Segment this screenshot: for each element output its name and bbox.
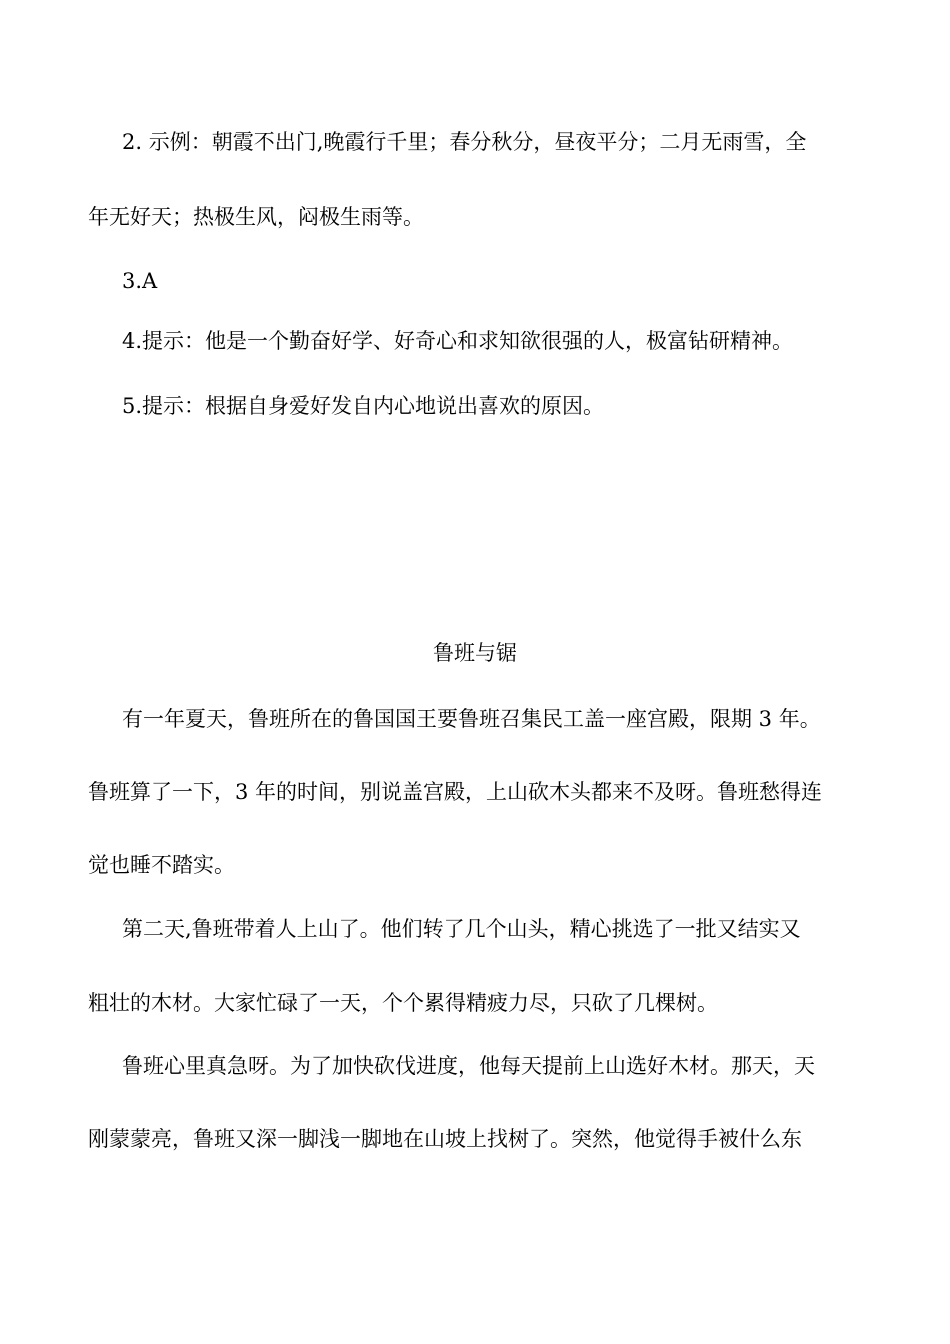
story-paragraph-2-line-2: 粗壮的木材。大家忙碌了一天，个个累得精疲力尽，只砍了几棵树。 [88,991,718,1015]
story-paragraph-1-line-3: 觉也睡不踏实。 [88,853,235,877]
story-paragraph-1-line-1: 有一年夏天，鲁班所在的鲁国国王要鲁班召集民工盖一座宫殿，限期 3 年。 [122,707,821,731]
story-paragraph-3-line-1: 鲁班心里真急呀。为了加快砍伐进度，他每天提前上山选好木材。那天，天 [122,1054,815,1078]
answer-5: 5.提示：根据自身爱好发自内心地说出喜欢的原因。 [122,394,605,418]
story-title: 鲁班与锯 [433,641,517,665]
answer-2-line-1: 2. 示例：朝霞不出门,晚霞行千里；春分秋分，昼夜平分；二月无雨雪，全 [122,130,807,154]
story-paragraph-1-line-2: 鲁班算了一下，3 年的时间，别说盖宫殿，上山砍木头都来不及呀。鲁班愁得连 [88,780,823,804]
story-paragraph-3-line-2: 刚蒙蒙亮，鲁班又深一脚浅一脚地在山坡上找树了。突然，他觉得手被什么东 [88,1127,802,1151]
answer-2-line-2: 年无好天；热极生风，闷极生雨等。 [88,205,424,229]
story-paragraph-2-line-1: 第二天,鲁班带着人上山了。他们转了几个山头，精心挑选了一批又结实又 [122,917,801,941]
answer-4: 4.提示：他是一个勤奋好学、好奇心和求知欲很强的人，极富钻研精神。 [122,329,794,353]
answer-3: 3.A [122,269,158,293]
